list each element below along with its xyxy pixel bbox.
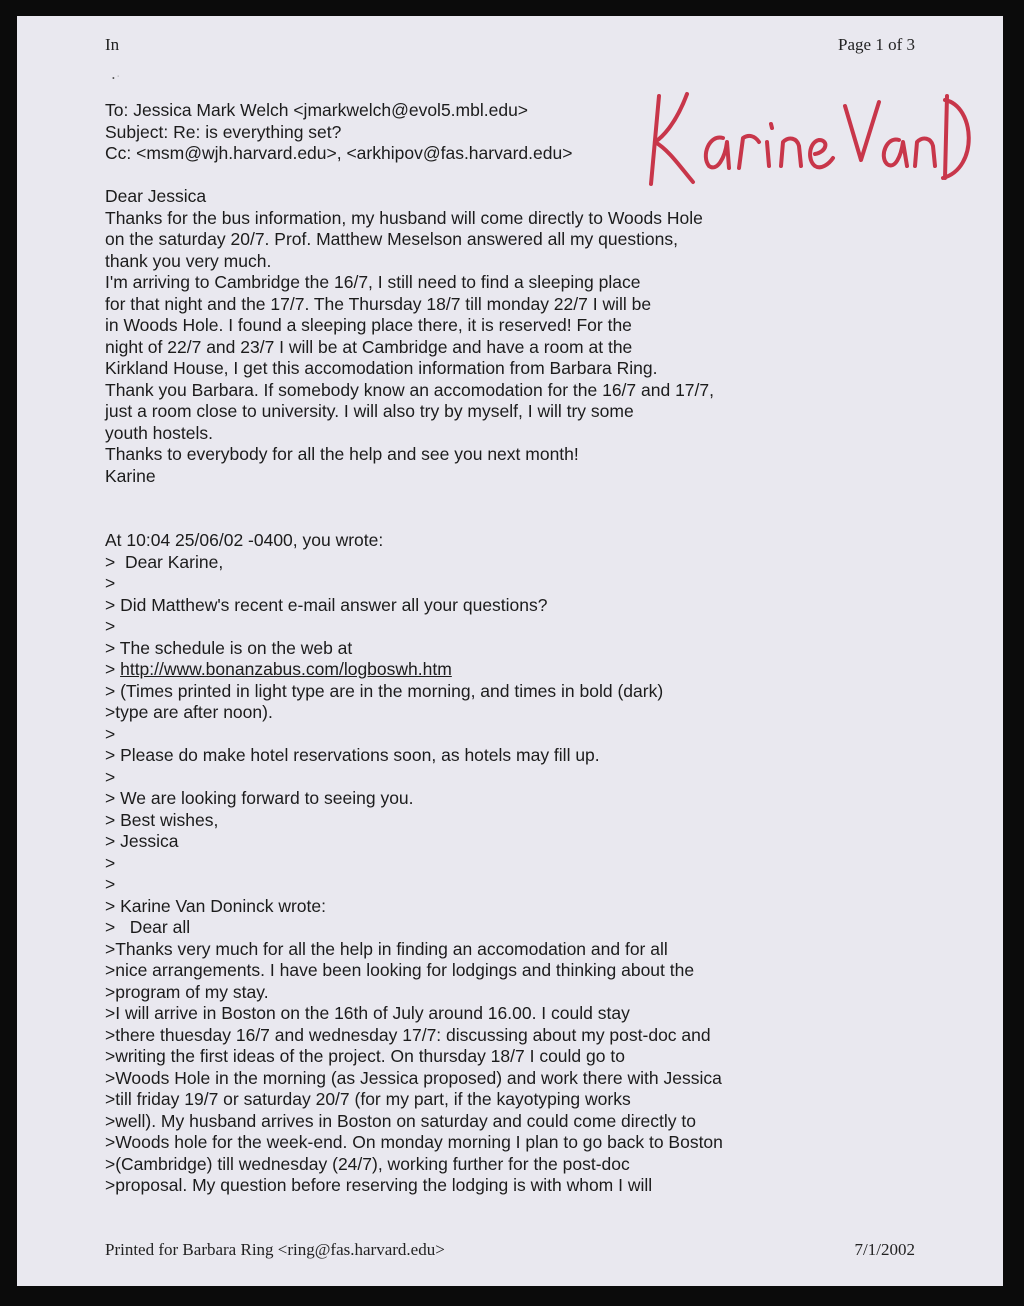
body-line: At 10:04 25/06/02 -0400, you wrote:	[105, 530, 384, 550]
body-line: >type are after noon).	[105, 702, 273, 722]
body-line: >nice arrangements. I have been looking for lodgings and thinking about the	[105, 960, 695, 980]
handwritten-signature	[631, 76, 971, 196]
body-line: > Jessica	[105, 831, 179, 851]
body-line: >	[105, 616, 116, 636]
body-line	[105, 509, 865, 531]
body-line: on the saturday 20/7. Prof. Matthew Meselson answered all my questions,	[105, 229, 678, 249]
body-line: >there thuesday 16/7 and wednesday 17/7: discussing about my post-doc and	[105, 1024, 711, 1045]
body-line: I'm arriving to Cambridge the 16/7, I still need to find a sleeping place	[105, 272, 641, 292]
body-line: >proposal. My question before reserving the lodging is with whom I will	[105, 1175, 653, 1195]
body-line: >I will arrive in Boston on the 16th of July around 16.00. I could stay	[105, 1003, 630, 1023]
body-line: >Thanks very much for all the help in finding an accomodation and for all	[105, 938, 668, 959]
body-line: thank you very much.	[105, 250, 272, 271]
body-line: >program of my stay.	[105, 981, 269, 1002]
body-line: youth hostels.	[105, 422, 213, 443]
body-line: for that night and the 17/7. The Thursday 18/7 till monday 22/7 I will be	[105, 293, 652, 314]
email-subject: Subject: Re: is everything set?	[105, 121, 342, 142]
print-date: 7/1/2002	[854, 1240, 915, 1259]
email-body	[105, 186, 865, 1197]
body-line: > Please do make hotel reservations soon, as hotels may fill up.	[105, 745, 600, 765]
body-line: night of 22/7 and 23/7 I will be at Cambridge and have a room at the	[105, 336, 633, 357]
email-headers	[105, 100, 572, 165]
body-line: >	[105, 723, 116, 744]
body-line: > Did Matthew's recent e-mail answer all your questions?	[105, 594, 548, 615]
body-line: >till friday 19/7 or saturday 20/7 (for my part, if the kayotyping works	[105, 1089, 631, 1109]
body-line: >well). My husband arrives in Boston on saturday and could come directly to	[105, 1110, 696, 1131]
page-number: Page 1 of 3	[838, 35, 915, 54]
body-line: >	[105, 852, 116, 873]
body-line: > Karine Van Doninck wrote:	[105, 895, 326, 916]
body-line-link	[105, 659, 865, 681]
body-line	[105, 487, 865, 509]
email-cc: Cc: <msm@wjh.harvard.edu>, <arkhipov@fas.harvard.edu>	[105, 143, 573, 163]
body-line: Thanks to everybody for all the help and see you next month!	[105, 444, 579, 464]
body-line: Dear Jessica	[105, 186, 207, 206]
quote-prefix: >	[105, 659, 121, 679]
body-line: > (Times printed in light type are in the morning, and times in bold (dark)	[105, 680, 664, 701]
body-line: > We are looking forward to seeing you.	[105, 788, 414, 808]
body-line: >Woods Hole in the morning (as Jessica proposed) and work there with Jessica	[105, 1067, 722, 1088]
body-line: >	[105, 573, 116, 593]
body-line: Thanks for the bus information, my husband will come directly to Woods Hole	[105, 207, 703, 228]
body-line: >writing the first ideas of the project. On thursday 18/7 I could go to	[105, 1046, 625, 1066]
body-line: >(Cambridge) till wednesday (24/7), working further for the post-doc	[105, 1153, 630, 1174]
print-footer: Printed for Barbara Ring <ring@fas.harvard.edu>	[105, 1240, 445, 1259]
bus-schedule-link[interactable]: http://www.bonanzabus.com/logboswh.htm	[120, 659, 452, 679]
body-line: Kirkland House, I get this accomodation information from Barbara Ring.	[105, 358, 658, 378]
body-line: Thank you Barbara. If somebody know an accomodation for the 16/7 and 17/7,	[105, 379, 714, 400]
body-line: > The schedule is on the web at	[105, 637, 353, 658]
body-line: >	[105, 874, 116, 894]
document-page	[17, 16, 1003, 1286]
header-folder-label: In	[105, 35, 120, 54]
body-line: >	[105, 766, 116, 787]
body-line: > Best wishes,	[105, 809, 219, 830]
body-line: just a room close to university. I will also try by myself, I will try some	[105, 401, 634, 421]
email-to: To: Jessica Mark Welch <jmarkwelch@evol5.mbl.edu>	[105, 100, 529, 120]
scan-mark: • ˙	[112, 74, 120, 83]
body-line: >Woods hole for the week-end. On monday morning I plan to go back to Boston	[105, 1132, 723, 1152]
body-line: in Woods Hole. I found a sleeping place there, it is reserved! For the	[105, 315, 632, 335]
body-line: Karine	[105, 465, 156, 486]
body-line: > Dear Karine,	[105, 551, 224, 572]
body-line: > Dear all	[105, 917, 191, 937]
